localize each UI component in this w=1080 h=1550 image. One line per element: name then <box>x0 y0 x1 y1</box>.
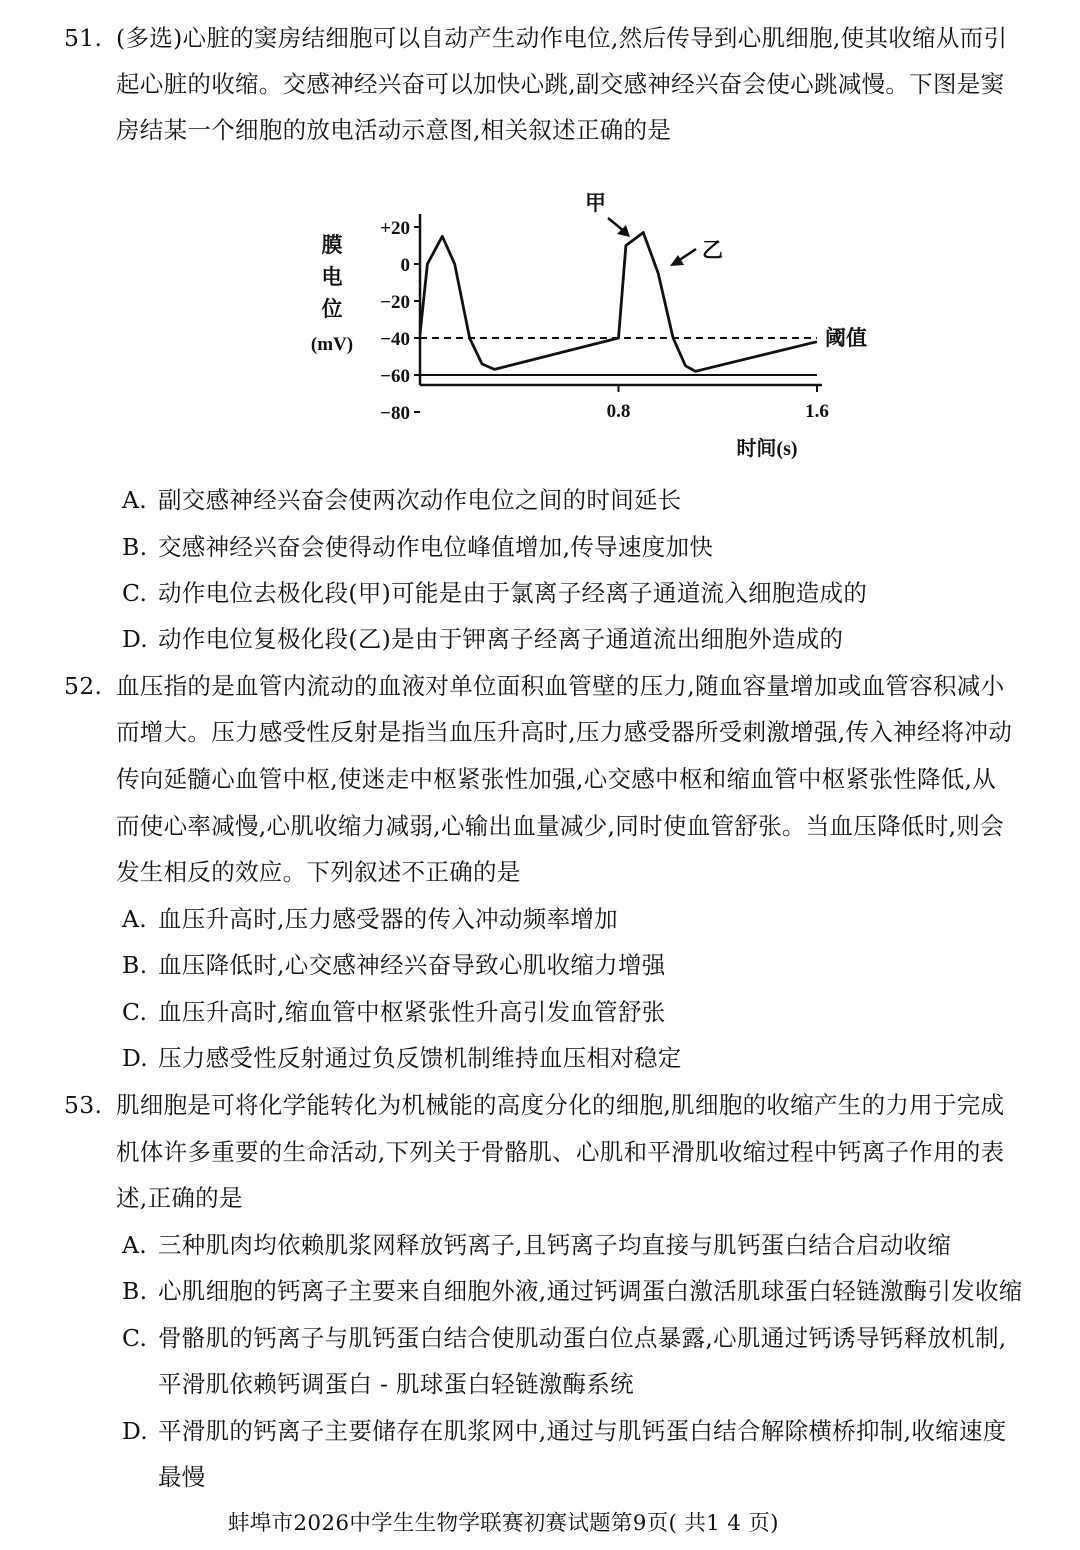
question-stem-line: 述,正确的是 <box>116 1184 243 1212</box>
y-tick-label: −60 <box>380 366 410 387</box>
question-stem-line: 而使心率减慢,心肌收缩力减弱,心输出血量减少,同时使血管舒张。当血压降低时,则会 <box>116 812 1004 840</box>
option-label: D. <box>122 1417 149 1445</box>
answer-option <box>122 904 618 934</box>
arrow-yi-icon <box>678 249 696 261</box>
option-label: D. <box>122 1044 149 1072</box>
option-text: 血压降低时,心交感神经兴奋导致心肌收缩力增强 <box>158 951 666 979</box>
option-label: D. <box>122 625 149 653</box>
option-label: B. <box>122 1277 148 1305</box>
answer-option <box>122 1230 951 1260</box>
action-potential-chart <box>300 160 880 465</box>
option-text: 压力感受性反射通过负反馈机制维持血压相对稳定 <box>158 1044 682 1072</box>
option-text: 副交感神经兴奋会使两次动作电位之间的时间延长 <box>158 486 682 514</box>
y-tick-label: −20 <box>380 292 410 313</box>
threshold-label: 阈值 <box>825 326 867 350</box>
question-number: 53. <box>64 1091 103 1119</box>
answer-option <box>122 532 713 562</box>
x-tick-label: 0.8 <box>606 401 631 422</box>
option-label: A. <box>122 486 148 514</box>
y-axis-label: 电 <box>321 265 343 289</box>
option-text: 血压升高时,缩血管中枢紧张性升高引发血管舒张 <box>158 998 666 1026</box>
option-text: 最慢 <box>158 1463 206 1491</box>
x-tick-label: 1.6 <box>805 401 829 422</box>
arrowhead-yi-icon <box>670 255 684 266</box>
y-tick-label: −80 <box>380 403 410 424</box>
option-text: 交感神经兴奋会使得动作电位峰值增加,传导速度加快 <box>158 533 714 561</box>
answer-option <box>122 950 666 980</box>
answer-option <box>122 578 867 608</box>
answer-option <box>122 1462 206 1492</box>
page-footer: 蚌埠市2026中学生生物学联赛初赛试题第9页( 共1 4 页) <box>228 1511 779 1536</box>
option-text: 平滑肌依赖钙调蛋白 - 肌球蛋白轻链激酶系统 <box>158 1370 634 1398</box>
answer-option <box>122 1323 1007 1353</box>
option-label: A. <box>122 905 148 933</box>
x-axis-label: 时间(s) <box>736 438 798 460</box>
y-tick-label: 0 <box>400 255 410 276</box>
option-text: 血压升高时,压力感受器的传入冲动频率增加 <box>158 905 618 933</box>
question-stem-line: 血压指的是血管内流动的血液对单位面积血管壁的压力,随血容量增加或血管容积减小 <box>116 672 1005 700</box>
answer-option <box>122 1043 682 1073</box>
option-text: 动作电位去极化段(甲)可能是由于氯离子经离子通道流入细胞造成的 <box>158 579 868 607</box>
y-axis-unit: (mV) <box>310 334 354 355</box>
question-stem-line: 机体许多重要的生命活动,下列关于骨骼肌、心肌和平滑肌收缩过程中钙离子作用的表 <box>116 1138 1005 1166</box>
y-tick-label: +20 <box>380 218 410 239</box>
membrane-potential-curve <box>420 233 817 372</box>
question-stem-line: 房结某一个细胞的放电活动示意图,相关叙述正确的是 <box>116 116 672 144</box>
answer-option <box>122 624 843 654</box>
y-axis-label: 位 <box>321 297 343 321</box>
option-label: C. <box>122 1324 148 1352</box>
option-text: 平滑肌的钙离子主要储存在肌浆网中,通过与肌钙蛋白结合解除横桥抑制,收缩速度 <box>158 1417 1007 1445</box>
question-stem-line: 传向延髓心血管中枢,使迷走中枢紧张性加强,心交感中枢和缩血管中枢紧张性降低,从 <box>116 765 997 793</box>
option-text: 三种肌肉均依赖肌浆网释放钙离子,且钙离子均直接与肌钙蛋白结合启动收缩 <box>158 1231 952 1259</box>
question-number: 52. <box>64 672 103 700</box>
question-stem-line: (多选)心脏的窦房结细胞可以自动产生动作电位,然后传导到心肌细胞,使其收缩从而引 <box>116 24 1008 52</box>
y-tick-label: −40 <box>380 329 410 350</box>
answer-option <box>122 1369 634 1399</box>
question-number: 51. <box>64 24 103 52</box>
option-label: B. <box>122 533 148 561</box>
question-stem-line: 起心脏的收缩。交感神经兴奋可以加快心跳,副交感神经兴奋会使心跳减慢。下图是窦 <box>116 70 1005 98</box>
option-label: B. <box>122 951 148 979</box>
answer-option <box>122 1416 1007 1446</box>
option-text: 心肌细胞的钙离子主要来自细胞外液,通过钙调蛋白激活肌球蛋白轻链激酶引发收缩 <box>158 1277 1023 1305</box>
answer-option <box>122 997 666 1027</box>
option-text: 动作电位复极化段(乙)是由于钾离子经离子通道流出细胞外造成的 <box>158 625 844 653</box>
y-axis-label: 膜 <box>321 233 343 257</box>
option-label: C. <box>122 998 148 1026</box>
annotation-jia: 甲 <box>585 191 606 215</box>
question-stem-line: 而增大。压力感受性反射是指当血压升高时,压力感受器所受刺激增强,传入神经将冲动 <box>116 718 1013 746</box>
question-stem-line: 发生相反的效应。下列叙述不正确的是 <box>116 858 521 886</box>
option-label: C. <box>122 579 148 607</box>
option-text: 骨骼肌的钙离子与肌钙蛋白结合使肌动蛋白位点暴露,心肌通过钙诱导钙释放机制, <box>158 1324 1007 1352</box>
answer-option <box>122 485 682 515</box>
question-stem-line: 肌细胞是可将化学能转化为机械能的高度分化的细胞,肌细胞的收缩产生的力用于完成 <box>116 1091 1005 1119</box>
answer-option <box>122 1276 1023 1306</box>
annotation-yi: 乙 <box>702 238 723 262</box>
option-label: A. <box>122 1231 148 1259</box>
